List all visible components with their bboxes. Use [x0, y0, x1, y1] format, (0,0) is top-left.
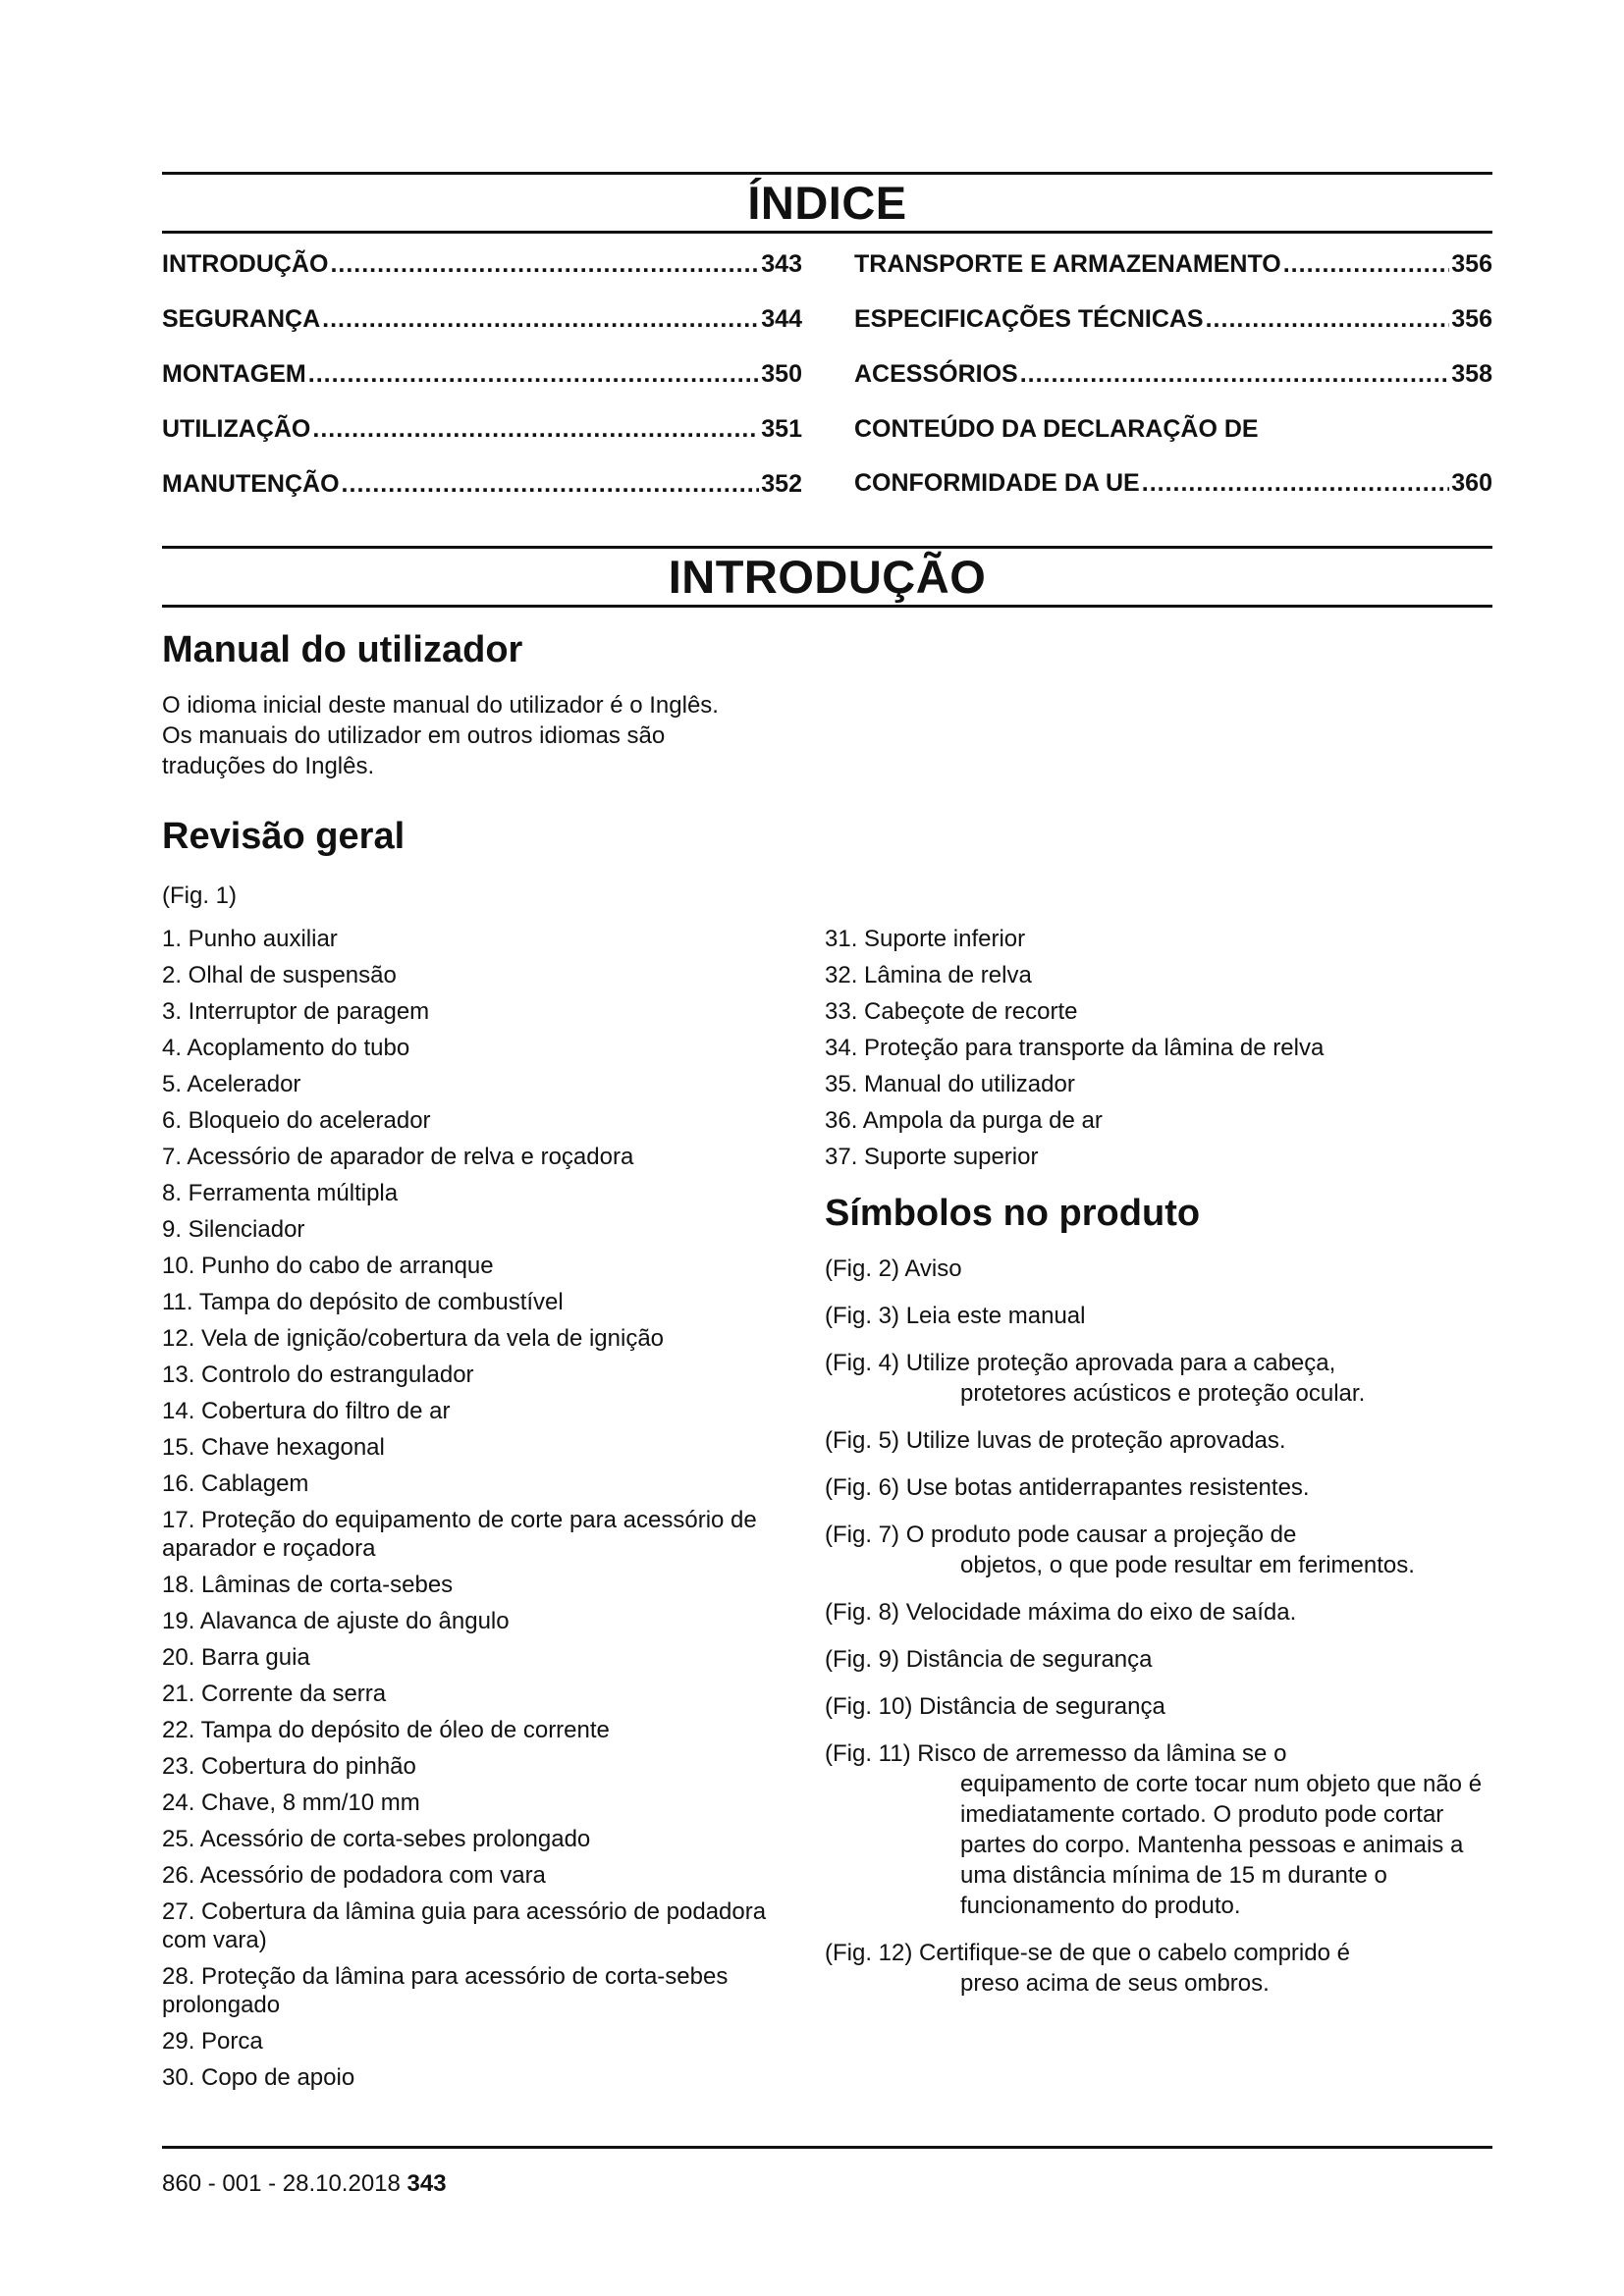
toc-entry-page: 358	[1451, 360, 1492, 388]
toc-entry-utilizacao[interactable]	[162, 414, 802, 469]
toc-leader-dots	[1142, 468, 1450, 498]
list-item: 27. Cobertura da lâmina guia para acessório de podadora com vara)	[162, 1898, 767, 1953]
symbol-fig-ref: (Fig. 12)	[825, 1940, 913, 1966]
list-item: 17. Proteção do equipamento de corte para acessório de aparador e roçadora	[162, 1507, 757, 1562]
toc-leader-dots	[1206, 304, 1450, 334]
footer-rule	[162, 2146, 1492, 2149]
list-item: 28. Proteção da lâmina para acessório de corta-sebes prolongado	[162, 1963, 729, 2018]
toc-bottom-rule	[162, 231, 1492, 234]
toc-leader-dots	[342, 469, 760, 499]
toc-entry-label: ESPECIFICAÇÕES TÉCNICAS	[854, 305, 1204, 333]
symbol-item	[825, 1597, 1492, 1628]
document-code: 860 - 001 - 28.10.2018	[162, 2170, 401, 2197]
toc-entry-line2	[854, 468, 1492, 498]
list-item: 24. Chave, 8 mm/10 mm	[162, 1789, 420, 1816]
symbol-fig-ref: (Fig. 6)	[825, 1474, 900, 1501]
list-item: 12. Vela de ignição/cobertura da vela de ignição	[162, 1325, 665, 1352]
list-item: 20. Barra guia	[162, 1644, 310, 1671]
toc-entry-label: MONTAGEM	[162, 360, 306, 388]
symbol-fig-ref: (Fig. 8)	[825, 1599, 900, 1626]
toc-entry-page: 352	[761, 470, 802, 498]
symbol-item	[825, 1472, 1492, 1503]
symbol-fig-ref: (Fig. 11)	[825, 1740, 911, 1767]
symbol-item	[825, 1301, 1492, 1331]
list-item: 21. Corrente da serra	[162, 1681, 387, 1707]
overview-heading: Revisão geral	[162, 816, 406, 857]
footer-text	[162, 2170, 1492, 2198]
manual-text-line: O idioma inicial deste manual do utilizador é o Inglês.	[162, 692, 719, 719]
intro-title: INTRODUÇÃO	[668, 551, 987, 603]
toc-entry-page: 356	[1451, 305, 1492, 333]
overview-right-column	[825, 925, 1492, 2100]
symbol-item	[825, 1691, 1492, 1722]
list-item: 7. Acessório de aparador de relva e roçadora	[162, 1144, 634, 1170]
list-item: 23. Cobertura do pinhão	[162, 1753, 416, 1780]
symbol-fig-ref: (Fig. 10)	[825, 1693, 913, 1720]
overview-list-left	[162, 925, 810, 2100]
manual-text-line: Os manuais do utilizador em outros idiomas são	[162, 722, 666, 749]
toc-entry-label-line2: CONFORMIDADE DA UE	[854, 469, 1140, 497]
list-item: 37. Suporte superior	[825, 1144, 1039, 1170]
symbol-text: Leia este manual	[905, 1303, 1086, 1329]
symbol-text: Utilize luvas de proteção aprovadas.	[905, 1427, 1286, 1454]
toc-entry-page: 344	[761, 305, 802, 333]
toc-entry-label: INTRODUÇÃO	[162, 250, 329, 278]
toc-entry-label: SEGURANÇA	[162, 305, 321, 333]
toc-leader-dots	[330, 249, 759, 279]
list-item: 4. Acoplamento do tubo	[162, 1035, 410, 1061]
overview-figure-ref: (Fig. 1)	[162, 882, 238, 909]
symbol-text: Utilize proteção aprovada para a cabeça,	[905, 1350, 1336, 1376]
list-item: 9. Silenciador	[162, 1216, 305, 1243]
document-page	[162, 172, 1492, 2100]
toc-leader-dots	[308, 359, 760, 389]
toc-entry-label: TRANSPORTE E ARMAZENAMENTO	[854, 250, 1281, 278]
toc-entry-declaracao[interactable]	[854, 414, 1492, 498]
manual-paragraph	[162, 690, 1492, 781]
symbol-text: Certifique-se de que o cabelo comprido é	[919, 1940, 1350, 1966]
list-item: 33. Cabeçote de recorte	[825, 998, 1078, 1025]
toc-entry-manutencao[interactable]	[162, 469, 802, 524]
toc-entry-montagem[interactable]	[162, 359, 802, 414]
toc-entry-especificacoes[interactable]	[854, 304, 1492, 359]
list-item: 25. Acessório de corta-sebes prolongado	[162, 1826, 591, 1852]
toc-left-column	[162, 249, 802, 524]
page-number: 343	[406, 2170, 447, 2197]
list-item: 36. Ampola da purga de ar	[825, 1107, 1103, 1134]
list-item: 10. Punho do cabo de arranque	[162, 1253, 494, 1279]
toc-entry-label: MANUTENÇÃO	[162, 470, 340, 498]
symbol-item	[825, 1348, 1492, 1409]
list-item: 31. Suporte inferior	[825, 926, 1026, 952]
symbol-text: Aviso	[904, 1255, 962, 1282]
symbol-text: Distância de segurança	[905, 1646, 1153, 1673]
toc-entry-page: 356	[1451, 250, 1492, 278]
symbol-text-continued: preso acima de seus ombros.	[960, 1970, 1270, 1997]
overview-columns	[162, 925, 1492, 2100]
list-item: 35. Manual do utilizador	[825, 1071, 1075, 1097]
list-item: 8. Ferramenta múltipla	[162, 1180, 399, 1206]
manual-heading: Manual do utilizador	[162, 629, 523, 670]
toc-entry-label-line1: CONTEÚDO DA DECLARAÇÃO DE	[854, 415, 1259, 443]
list-item: 1. Punho auxiliar	[162, 926, 338, 952]
list-item: 22. Tampa do depósito de óleo de corrente	[162, 1717, 610, 1743]
list-item: 18. Lâminas de corta-sebes	[162, 1572, 454, 1598]
symbol-item	[825, 1254, 1492, 1284]
symbol-item	[825, 1938, 1492, 1999]
symbol-fig-ref: (Fig. 4)	[825, 1350, 900, 1376]
toc-entry-label: ACESSÓRIOS	[854, 360, 1018, 388]
symbol-text-continued: protetores acústicos e proteção ocular.	[960, 1380, 1366, 1407]
symbol-item	[825, 1738, 1492, 1921]
list-item: 6. Bloqueio do acelerador	[162, 1107, 431, 1134]
symbol-text: Use botas antiderrapantes resistentes.	[905, 1474, 1310, 1501]
symbol-fig-ref: (Fig. 9)	[825, 1646, 900, 1673]
list-item: 19. Alavanca de ajuste do ângulo	[162, 1608, 510, 1634]
symbol-text: O produto pode causar a projeção de	[905, 1522, 1297, 1548]
symbol-text-continued: equipamento de corte tocar num objeto que não é imediatamente cortado. O produto pode cortar partes do corpo. Mantenha pessoas e animais a uma distância mínima de 15 m durante o funcionamento do produto.	[960, 1771, 1483, 1919]
toc-entry-page: 350	[761, 360, 802, 388]
list-item: 16. Cablagem	[162, 1470, 309, 1497]
symbol-item	[825, 1425, 1492, 1456]
toc-leader-dots	[1283, 249, 1450, 279]
toc-entry-page: 343	[761, 250, 802, 278]
list-item: 11. Tampa do depósito de combustível	[162, 1289, 564, 1315]
list-item: 29. Porca	[162, 2028, 263, 2055]
toc-leader-dots	[322, 304, 759, 334]
list-item: 14. Cobertura do filtro de ar	[162, 1398, 451, 1424]
symbol-text: Velocidade máxima do eixo de saída.	[905, 1599, 1297, 1626]
symbol-fig-ref: (Fig. 2)	[825, 1255, 900, 1282]
toc-entry-page: 351	[761, 415, 802, 443]
symbols-heading: Símbolos no produto	[825, 1193, 1201, 1234]
toc-leader-dots	[312, 414, 759, 444]
list-item: 2. Olhal de suspensão	[162, 962, 397, 988]
symbol-fig-ref: (Fig. 3)	[825, 1303, 900, 1329]
list-item: 26. Acessório de podadora com vara	[162, 1862, 546, 1889]
symbol-text: Risco de arremesso da lâmina se o	[917, 1740, 1287, 1767]
symbol-item	[825, 1520, 1492, 1580]
list-item: 5. Acelerador	[162, 1071, 301, 1097]
list-item: 13. Controlo do estrangulador	[162, 1362, 474, 1388]
toc-leader-dots	[1020, 359, 1450, 389]
symbol-text-continued: objetos, o que pode resultar em ferimentos.	[960, 1552, 1415, 1578]
toc-entry-seguranca[interactable]	[162, 304, 802, 359]
list-item: 3. Interruptor de paragem	[162, 998, 430, 1025]
symbol-text: Distância de segurança	[919, 1693, 1165, 1720]
intro-bottom-rule	[162, 605, 1492, 608]
symbol-item	[825, 1644, 1492, 1675]
toc-entry-acessorios[interactable]	[854, 359, 1492, 414]
list-item: 15. Chave hexagonal	[162, 1434, 385, 1461]
toc-entry-introducao[interactable]	[162, 249, 802, 304]
table-of-contents	[162, 249, 1492, 524]
symbol-fig-ref: (Fig. 5)	[825, 1427, 900, 1454]
toc-entry-transporte[interactable]	[854, 249, 1492, 304]
toc-entry-page: 360	[1451, 469, 1492, 497]
toc-right-column	[854, 249, 1492, 524]
list-item: 34. Proteção para transporte da lâmina de relva	[825, 1035, 1325, 1061]
page-footer	[162, 2146, 1492, 2198]
symbol-fig-ref: (Fig. 7)	[825, 1522, 900, 1548]
toc-entry-label: UTILIZAÇÃO	[162, 415, 311, 443]
toc-title: ÍNDICE	[747, 177, 907, 229]
list-item: 32. Lâmina de relva	[825, 962, 1032, 988]
manual-text-line: traduções do Inglês.	[162, 753, 375, 779]
list-item: 30. Copo de apoio	[162, 2064, 355, 2091]
